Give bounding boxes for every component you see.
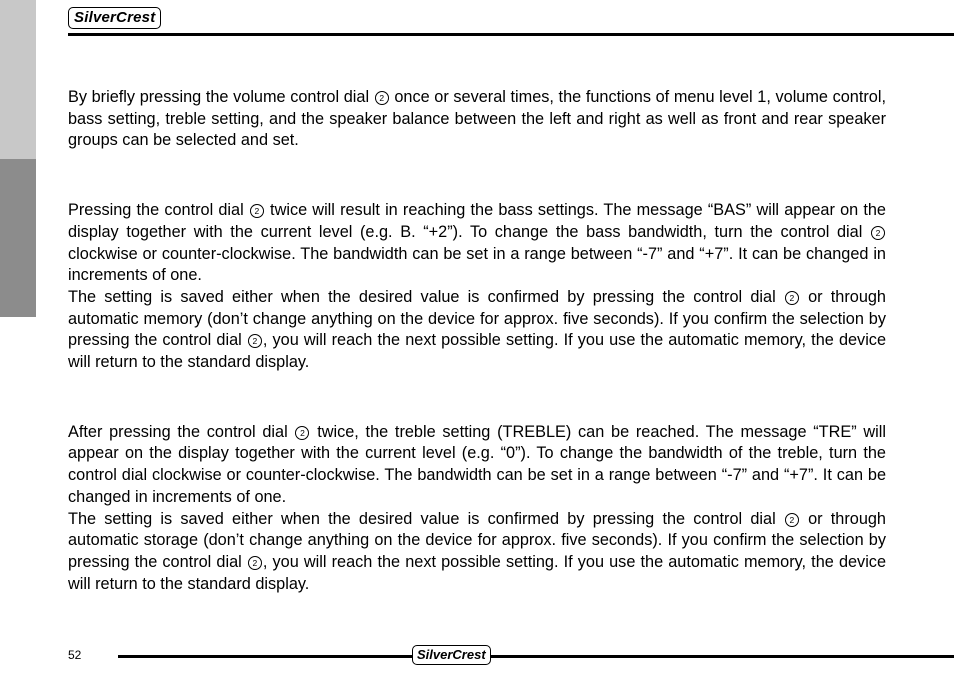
footer-logo: SilverCrest: [412, 645, 491, 665]
text-segment: , you will reach the next possible setting. If you use the automatic memory, the device will return to the standard display.: [68, 552, 887, 593]
text-segment: or through automatic storage (don’t change anything on the device for approx. five seconds). If you confirm the selection by pressing the control dial: [68, 509, 886, 571]
bass-paragraph-1: [68, 200, 886, 287]
text-segment: or through automatic memory (don’t change anything on the device for approx. five seconds). If you confirm the selection by pressing the control dial: [68, 287, 886, 350]
treble-paragraph-1: [68, 422, 886, 509]
side-tab-light: [0, 0, 36, 159]
control-dial-icon: 2: [295, 426, 309, 440]
text-segment: once or several times, the functions of menu level 1, volume control, bass setting, treble setting, and the speaker balance between the left and right as well as front and rear speaker groups can be selected and set.: [68, 88, 887, 150]
text-segment: , you will reach the next possible setting. If you use the automatic memory, the device will return to the standard display.: [68, 331, 887, 372]
page-number: 52: [68, 648, 82, 662]
control-dial-icon: 2: [785, 513, 799, 527]
side-tab-dark: [0, 159, 36, 317]
text-segment: After pressing the control dial: [68, 422, 295, 441]
text-segment: Pressing the control dial: [68, 201, 249, 220]
control-dial-icon: 2: [785, 291, 799, 305]
text-segment: The setting is saved either when the desired value is confirmed by pressing the control dial: [68, 287, 784, 306]
text-segment: The setting is saved either when the desired value is confirmed by pressing the control dial: [68, 509, 784, 528]
volume-paragraph: [68, 87, 886, 152]
control-dial-icon: 2: [248, 334, 262, 348]
text-segment: By briefly pressing the volume control dial: [68, 88, 374, 106]
treble-paragraph-2: [68, 509, 886, 596]
text-segment: twice will result in reaching the bass settings. The message “BAS” will appear on the display together with the current level (e.g. B. “+2”). To change the bass bandwidth, turn the control dial: [68, 201, 886, 241]
text-segment: clockwise or counter-clockwise. The bandwidth can be set in a range between “-7” and “+7”. It can be changed in increments of one.: [68, 244, 886, 285]
section-gap: [68, 152, 886, 200]
control-dial-icon: 2: [375, 91, 389, 105]
footer-rule: [118, 655, 954, 658]
bass-paragraph-2: [68, 287, 886, 374]
section-gap: [68, 374, 886, 422]
text-segment: twice, the treble setting (TREBLE) can be reached. The message “TRE” will appear on the display together with the current level (e.g. “0”). To change the bandwidth of the treble, turn the control dial clockwise or counter-clockwise. The bandwidth can be set in a range between “-7” and “+7”. It can be changed in increments of one.: [68, 422, 887, 506]
control-dial-icon: 2: [871, 226, 885, 240]
main-content: [68, 87, 886, 595]
control-dial-icon: 2: [250, 204, 264, 218]
control-dial-icon: 2: [248, 556, 262, 570]
header-rule: [68, 33, 954, 36]
header-logo: SilverCrest: [68, 7, 161, 29]
